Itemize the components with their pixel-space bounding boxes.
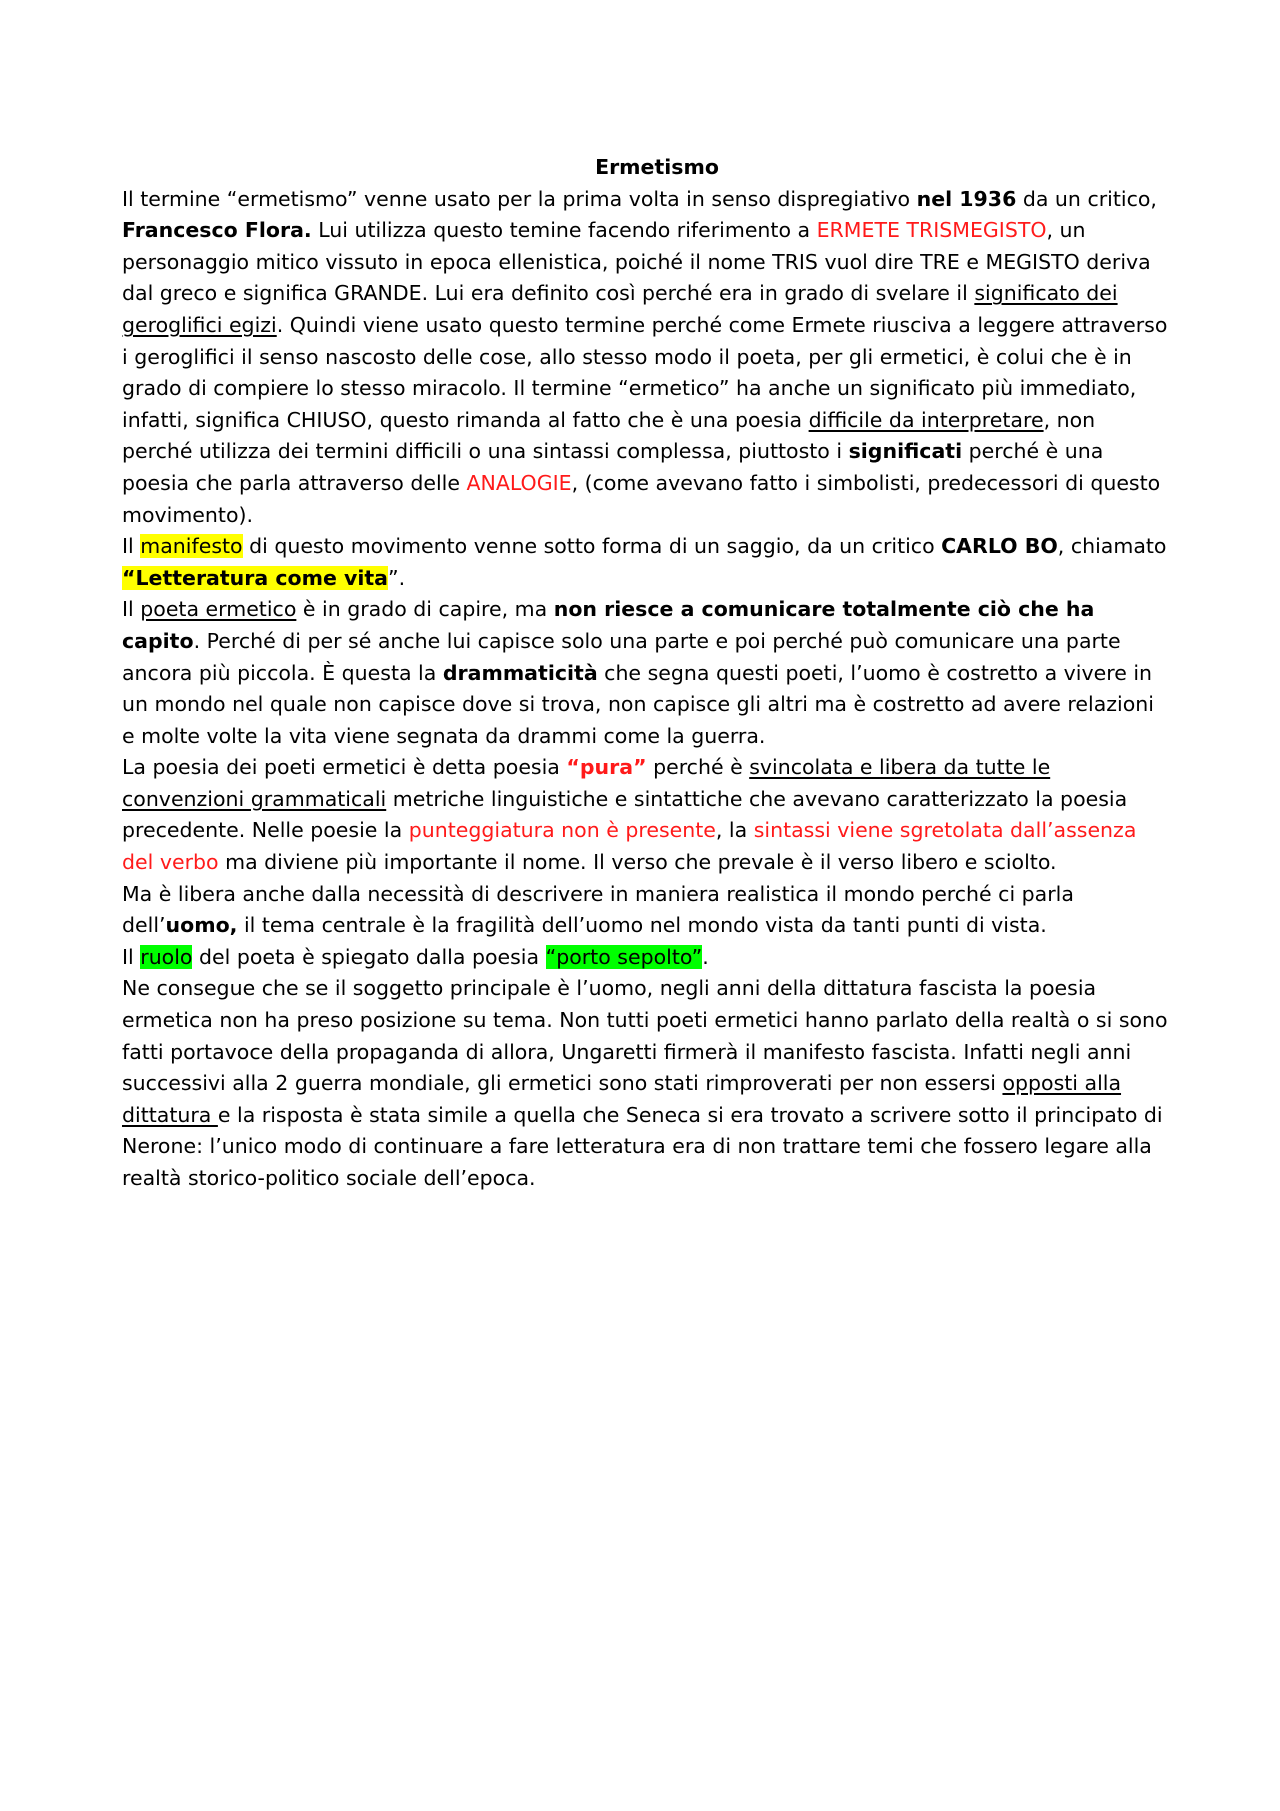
text: da un critico,: [1016, 186, 1157, 211]
highlighted-text: “Letteratura come vita: [122, 565, 389, 590]
text: Il: [122, 597, 141, 622]
red-text: sintassi viene sgretolata dall’assenza del verbo: [122, 818, 1137, 875]
text: è in grado di capire, ma: [296, 597, 554, 622]
red-bold-text: “pura”: [566, 755, 647, 780]
text: che segna questi poeti, l’uomo è costretto a vivere in un mondo nel quale non capisce dove si trova, non capisce gli altri ma è costretto ad avere relazioni e molte volte la vita viene segnata da drammi come la guerra.: [122, 660, 1154, 748]
text: .: [702, 944, 709, 969]
highlighted-text: “porto sepolto”: [545, 944, 703, 969]
text: , la: [715, 818, 754, 843]
paragraph-origin: [122, 184, 1172, 532]
text: , (come avevano fatto i simbolisti, predecessori di questo movimento).: [122, 470, 1161, 527]
paragraph-fascism: [122, 973, 1172, 1194]
paragraph-manifesto: [122, 531, 1172, 594]
underlined-text: poeta ermetico: [140, 597, 297, 622]
text: ma diviene più importante il nome. Il verso che prevale è il verso libero e sciolto.: [218, 850, 1057, 875]
page-title: Ermetismo: [595, 155, 719, 179]
paragraph-role: [122, 942, 1172, 974]
red-text: punteggiatura non è presente: [408, 818, 716, 843]
text: . Quindi viene usato questo termine perché come Ermete riusciva a leggere attraverso i geroglifici il senso nascosto delle cose, allo stesso modo il poeta, per gli ermetici, è colui che è in grado di compiere lo stesso miracolo. Il termine “ermetico” ha anche un significato più immediato, infatti, significa CHIUSO, questo rimanda al fatto che è una poesia: [122, 312, 1168, 432]
bold-text: significati: [848, 439, 963, 464]
text: il tema centrale è la fragilità dell’uomo nel mondo vista da tanti punti di vista.: [237, 913, 1047, 938]
text: Il termine “ermetismo” venne usato per la prima volta in senso dispregiativo: [122, 186, 917, 211]
bold-text: non riesce a comunicare totalmente ciò che ha capito: [122, 597, 1095, 653]
red-text: ANALOGIE: [466, 470, 572, 495]
underlined-text: significato dei geroglifici egizi: [122, 281, 1118, 337]
document-body: [122, 152, 1172, 1195]
text: metriche linguistiche e sintattiche che avevano caratterizzato la poesia precedente. Nelle poesie la: [122, 786, 1128, 843]
text: Ne consegue che se il soggetto principale è l’uomo, negli anni della dittatura fascista la poesia ermetica non ha preso posizione su tema. Non tutti poeti ermetici hanno parlato della realtà o si sono fatti portavoce della propaganda di allora, Ungaretti firmerà il manifesto fascista. Infatti negli anni successivi alla 2 guerra mondiale, gli ermetici sono stati rimproverati per non essersi: [122, 976, 1168, 1096]
text: perché è una poesia che parla attraverso delle: [122, 439, 1104, 495]
paragraph-poet: [122, 594, 1172, 752]
text: del poeta è spiegato dalla poesia: [192, 944, 546, 969]
text: Il: [122, 534, 141, 559]
paragraph-man: [122, 879, 1172, 942]
text: Lui utilizza questo temine facendo riferimento a: [311, 218, 817, 243]
bold-text: Francesco Flora.: [122, 218, 312, 243]
bold-text: uomo,: [165, 913, 238, 938]
text: Il: [122, 944, 141, 969]
text: . Perché di per sé anche lui capisce solo una parte e poi perché può comunicare una parte ancora più piccola. È questa la: [122, 628, 1121, 685]
text: perché è: [646, 755, 750, 780]
underlined-text: difficile da interpretare: [808, 407, 1044, 432]
bold-text: drammaticità: [442, 660, 598, 685]
red-text: ERMETE TRISMEGISTO: [816, 218, 1047, 243]
text: , un personaggio mitico vissuto in epoca ellenistica, poiché il nome TRIS vuol dire TRE e MEGISTO deriva dal greco e significa GRANDE. Lui era definito così perché era in grado di svelare il: [122, 218, 1151, 306]
highlighted-text: ruolo: [140, 944, 193, 969]
text: , non perché utilizza dei termini difficili o una sintassi complessa, piuttosto i: [122, 407, 1096, 464]
bold-text: nel 1936: [916, 186, 1017, 211]
text: di questo movimento venne sotto forma di un saggio, da un critico: [242, 534, 942, 559]
text: La poesia dei poeti ermetici è detta poesia: [122, 755, 567, 780]
highlighted-text: manifesto: [140, 534, 243, 559]
text: , chiamato: [1057, 534, 1167, 559]
bold-text: CARLO BO: [941, 534, 1058, 559]
underlined-text: opposti alla dittatura: [122, 1071, 1122, 1127]
paragraph-pure-poetry: [122, 752, 1172, 878]
text: Ma è libera anche dalla necessità di descrivere in maniera realistica il mondo perché ci parla dell’: [122, 881, 1074, 938]
underlined-text: svincolata e libera da tutte le convenzioni grammaticali: [122, 755, 1051, 811]
text: ”.: [388, 565, 406, 590]
text: e la risposta è stata simile a quella che Seneca si era trovato a scrivere sotto il principato di Nerone: l’unico modo di continuare a fare letteratura era di non trattare temi che fossero legare alla realtà storico-politico sociale dell’epoca.: [122, 1102, 1163, 1190]
